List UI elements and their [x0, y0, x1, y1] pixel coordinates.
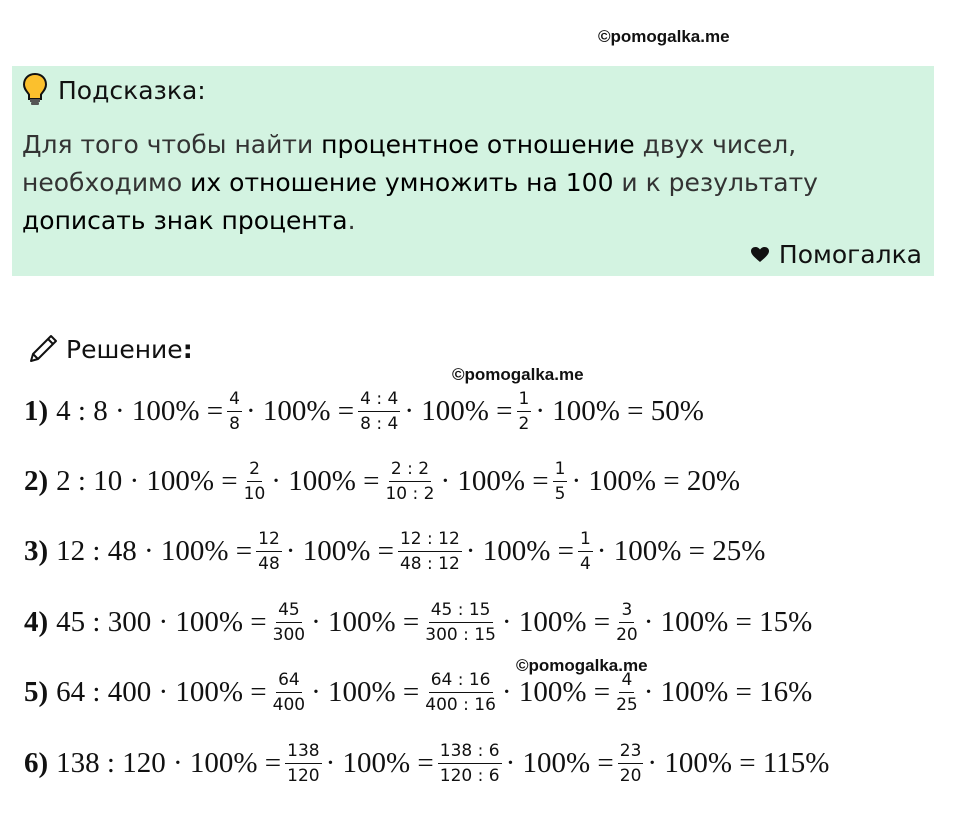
row-number: 1) — [24, 394, 49, 427]
denominator: 8 : 4 — [360, 413, 399, 434]
fraction — [271, 670, 307, 715]
denominator: 2 — [518, 413, 530, 434]
lightbulb-icon — [22, 72, 48, 108]
denominator: 300 : 15 — [425, 624, 496, 645]
expression-text: · 100% = 15% — [643, 605, 813, 638]
solution-row — [24, 733, 829, 793]
expression-text: 45 : 300 · 100% = — [56, 605, 267, 638]
numerator: 1 — [553, 459, 568, 482]
denominator: 48 : 12 — [399, 553, 460, 574]
heart-icon — [751, 247, 769, 263]
numerator: 1 — [517, 389, 532, 412]
denominator: 25 — [616, 694, 638, 715]
fraction — [242, 459, 268, 504]
fraction — [438, 741, 502, 786]
row-number: 2) — [24, 464, 49, 497]
hint-header — [22, 72, 206, 108]
denominator: 20 — [616, 624, 638, 645]
fraction — [383, 459, 436, 504]
fraction — [423, 600, 498, 645]
solution-colon: : — [182, 334, 193, 364]
fraction — [578, 529, 593, 574]
solution-title: Решение — [66, 334, 183, 364]
denominator: 5 — [554, 483, 566, 504]
hint-box — [12, 66, 934, 276]
fraction — [227, 389, 242, 434]
expression-text: · 100% = 50% — [535, 394, 704, 427]
denominator: 300 — [272, 624, 306, 645]
expression-text: · 100% = — [440, 464, 549, 497]
expression-text: · 100% = 115% — [647, 746, 830, 779]
numerator: 23 — [618, 741, 644, 764]
numerator: 4 — [227, 389, 242, 412]
hint-key-phrase: их отношение умножить на 100 — [190, 168, 614, 197]
expression-text: · 100% = — [285, 534, 394, 567]
watermark-bottom: ©pomogalka.me — [516, 656, 648, 675]
expression-text: 12 : 48 · 100% = — [56, 534, 253, 567]
fraction — [358, 389, 400, 434]
expression-text: · 100% = — [311, 605, 420, 638]
hint-text-segment: . — [347, 206, 356, 235]
denominator: 8 — [229, 413, 240, 434]
numerator: 64 — [276, 670, 302, 693]
fraction — [256, 529, 282, 574]
expression-text: · 100% = — [245, 394, 355, 427]
hint-text-segment: Для того чтобы найти — [22, 130, 322, 159]
fraction — [618, 741, 644, 786]
hint-title: Подсказка: — [58, 75, 206, 105]
numerator: 1 — [578, 529, 593, 552]
watermark-middle: ©pomogalka.me — [452, 365, 584, 384]
row-number: 4) — [24, 605, 49, 638]
denominator: 48 — [258, 553, 280, 574]
fraction — [553, 459, 568, 504]
solution-row — [24, 592, 812, 652]
watermark-top: ©pomogalka.me — [598, 27, 730, 46]
solution-row — [24, 521, 765, 581]
numerator: 4 — [619, 670, 634, 693]
numerator: 45 — [276, 600, 302, 623]
expression-text: 64 : 400 · 100% = — [56, 675, 267, 708]
denominator: 400 — [272, 694, 306, 715]
numerator: 138 : 6 — [438, 741, 502, 764]
numerator: 2 : 2 — [389, 459, 431, 482]
denominator: 120 : 6 — [439, 765, 500, 786]
expression-text: · 100% = — [271, 464, 380, 497]
expression-text: 138 : 120 · 100% = — [56, 746, 282, 779]
solution-row — [24, 381, 704, 441]
expression-text: · 100% = 25% — [596, 534, 766, 567]
hint-text — [22, 126, 927, 240]
numerator: 2 — [247, 459, 262, 482]
hint-key-phrase: дописать знак процента — [22, 206, 348, 235]
denominator: 10 : 2 — [385, 483, 435, 504]
numerator: 3 — [619, 600, 634, 623]
fraction — [398, 529, 462, 574]
expression-text: · 100% = — [311, 675, 420, 708]
denominator: 20 — [619, 765, 642, 786]
expression-text: · 100% = 20% — [571, 464, 741, 497]
denominator: 400 : 16 — [425, 694, 496, 715]
numerator: 4 : 4 — [358, 389, 400, 412]
solution-row — [24, 451, 740, 511]
solution-header — [26, 332, 193, 366]
numerator: 12 : 12 — [398, 529, 462, 552]
expression-text: · 100% = — [505, 746, 614, 779]
fraction — [614, 600, 640, 645]
numerator: 64 : 16 — [429, 670, 493, 693]
signature-text: Помогалка — [778, 240, 922, 269]
fraction — [271, 600, 307, 645]
expression-text: · 100% = — [501, 675, 611, 708]
fraction — [614, 670, 640, 715]
expression-text: · 100% = — [325, 746, 434, 779]
hint-text-segment: и к результату — [613, 168, 818, 197]
numerator: 138 — [285, 741, 321, 764]
hint-key-phrase: процентное отношение — [321, 130, 635, 159]
row-number: 6) — [24, 746, 49, 779]
expression-text: 2 : 10 · 100% = — [56, 464, 238, 497]
denominator: 10 — [243, 483, 266, 504]
expression-text: · 100% = — [501, 605, 611, 638]
row-number: 5) — [24, 675, 49, 708]
expression-text: 4 : 8 · 100% = — [56, 394, 224, 427]
expression-text: · 100% = — [404, 394, 513, 427]
row-number: 3) — [24, 534, 49, 567]
fraction — [423, 670, 498, 715]
hint-text-segment: двух чисел, необходимо — [22, 130, 797, 197]
expression-text: · 100% = — [465, 534, 574, 567]
fraction — [517, 389, 532, 434]
pencil-icon — [26, 332, 60, 366]
fraction — [285, 741, 321, 786]
expression-text: · 100% = 16% — [643, 675, 813, 708]
denominator: 120 — [287, 765, 320, 786]
numerator: 12 — [256, 529, 282, 552]
solution-row — [24, 662, 812, 722]
hint-signature — [751, 240, 922, 269]
numerator: 45 : 15 — [429, 600, 493, 623]
denominator: 4 — [579, 553, 591, 574]
